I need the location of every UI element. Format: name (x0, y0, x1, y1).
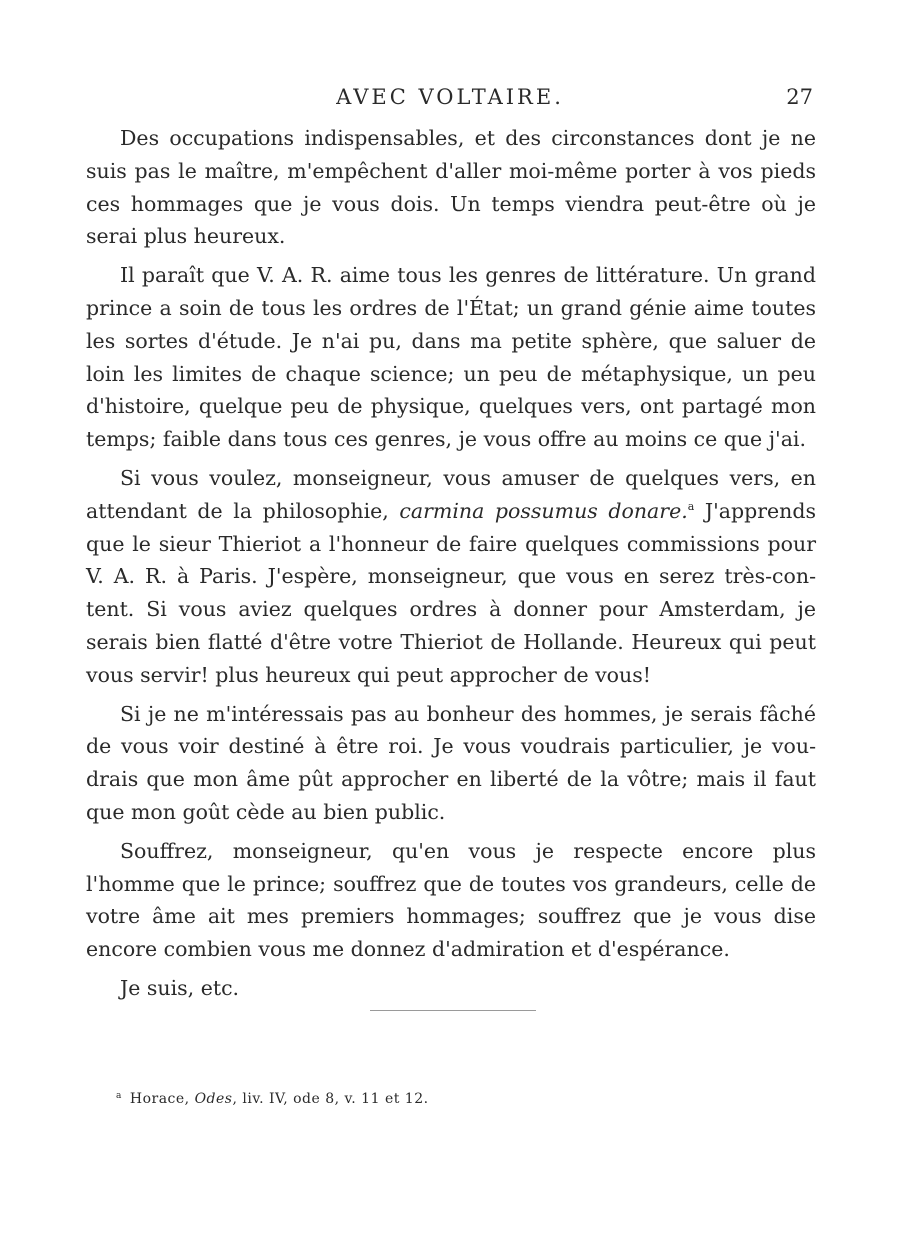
paragraph-4: Si je ne m'intéressais pas au bonheur des hommes, je serais fâché de vous voir destiné à être roi. Je vous voudrais particulier, je voudrais que mon âme pût approcher en liberté de la vôtre; mais il faut que mon goût cède au bien public. (86, 701, 816, 824)
paragraph-1: Des occupations indispensables, et des circonstances dont je ne suis pas le maître, m'empêchent d'aller moi-même porter à vos pieds ces hommages que je vous dois. Un temps viendra peut-être où je serai plus heureux. (86, 126, 816, 249)
page-number: 27 (786, 85, 813, 109)
paragraph-3-text-before: Si vous voulez, monseigneur, vous amuser de quelques vers, en attendant de la philosophie, (86, 465, 816, 523)
footnote-mark: a (116, 1091, 122, 1101)
latin-quotation: carmina possumus donare. (399, 498, 688, 523)
letter-body (86, 122, 816, 1005)
running-head (0, 82, 900, 112)
paragraph-2: Il paraît que V. A. R. aime tous les genres de littérature. Un grand prince a soin de tous les ordres de l'État; un grand génie aime toutes les sortes d'étude. Je n'ai pu, dans ma petite sphère, que saluer de loin les limites de chaque science; un peu de métaphysique, un peu d'histoire, quelque peu de physique, quelques vers, ont partagé mon temps; faible dans tous ces genres, je vous offre au moins ce que j'ai. (86, 263, 816, 452)
paragraph-3 (86, 462, 816, 692)
paragraph-3-text-after: J'apprends que le sieur Thieriot a l'honneur de faire quelques commissions pour V. A. R. à Paris. J'espère, monseigneur, que vous en serez très-content. Si vous aviez quelques ordres à donner pour Amsterdam, je serais bien flatté d'être votre Thieriot de Hollande. Heureux qui peut vous servir! plus heureux qui peut approcher de vous! (86, 498, 816, 687)
section-divider (370, 1010, 536, 1011)
footnote-reference-text: , liv. IV, ode 8, v. 11 et 12. (232, 1091, 429, 1107)
footnote-reference[interactable]: a (687, 499, 695, 513)
footnote-work: Odes (194, 1091, 233, 1107)
paragraph-5: Souffrez, monseigneur, qu'en vous je respecte encore plus l'homme que le prince; souffrez que de toutes vos grandeurs, celle de votre âme ait mes premiers hommages; souffrez que je vous dise encore combien vous me donnez d'admiration et d'espérance. (86, 838, 816, 962)
footnote-author: Horace, (129, 1091, 195, 1107)
footnote (116, 1086, 429, 1109)
closing-formula: Je suis, etc. (120, 975, 240, 1000)
running-title: AVEC VOLTAIRE. (336, 85, 564, 109)
